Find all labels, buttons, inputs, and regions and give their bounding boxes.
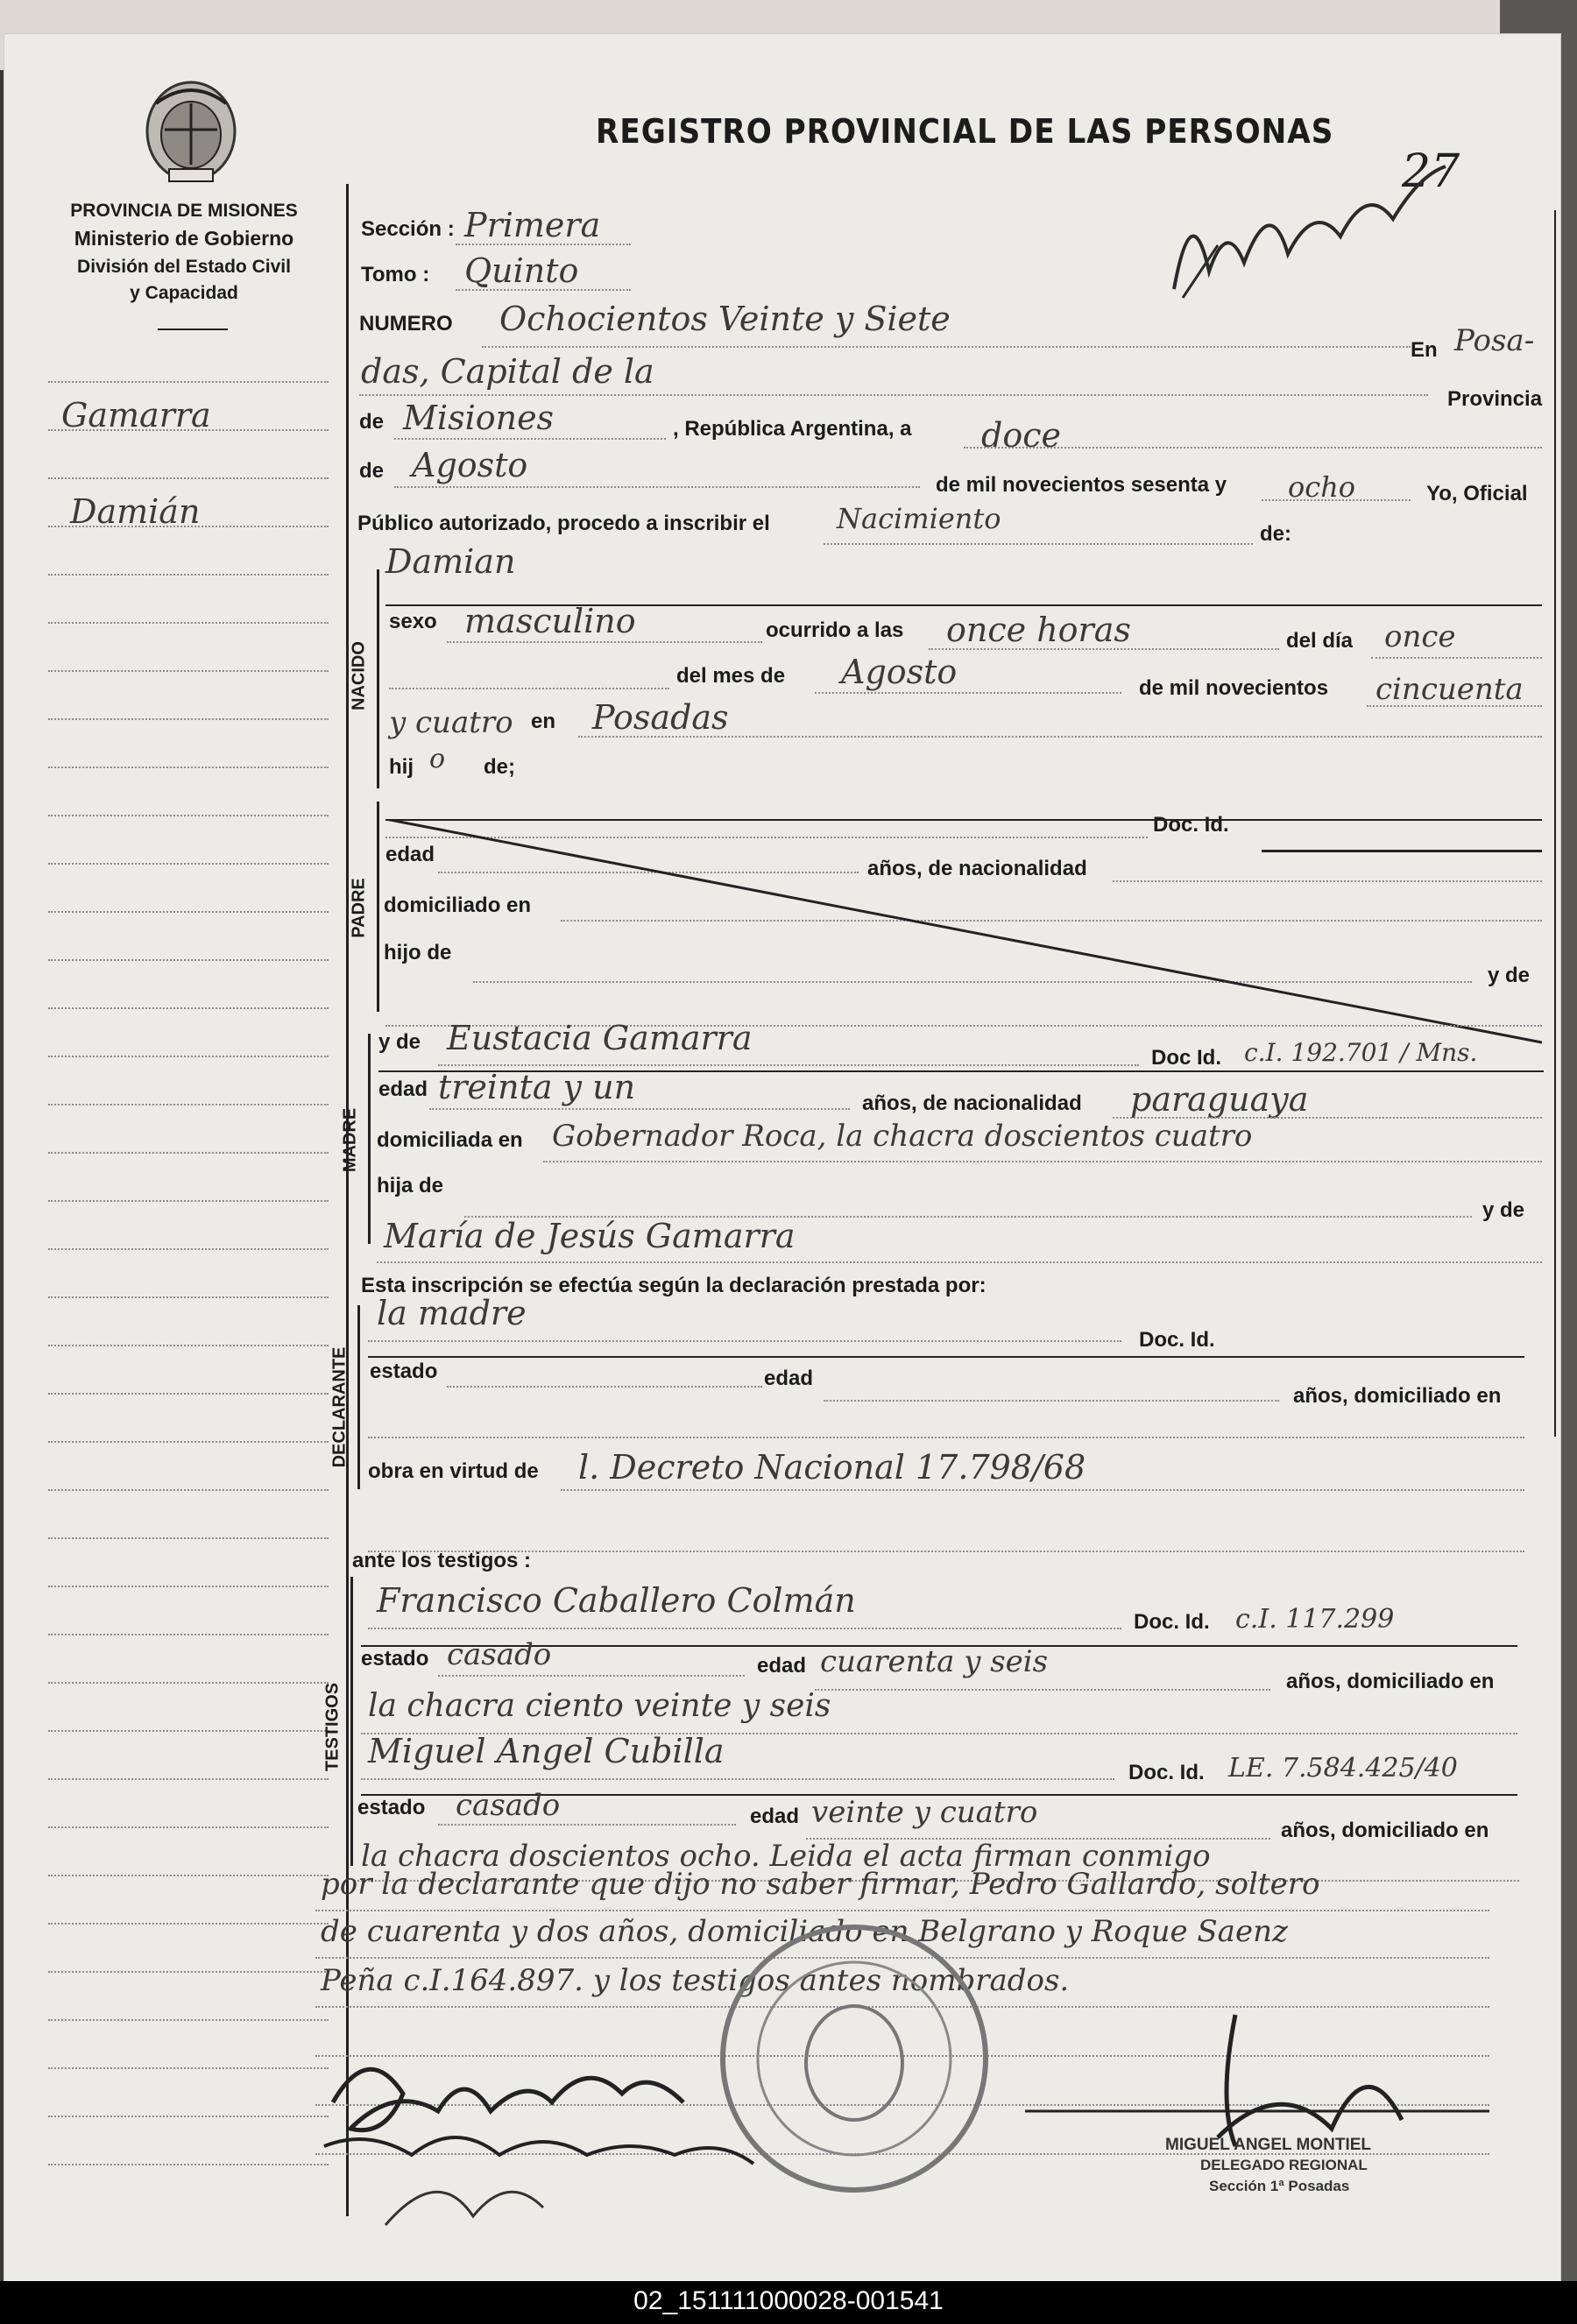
mil-label: de mil novecientos sesenta y [936, 473, 1227, 497]
oficial-label: Yo, Oficial [1426, 482, 1528, 505]
nacido-day-value: once [1384, 619, 1456, 654]
republica-label: , República Argentina, a [673, 417, 912, 441]
padre-section-label: PADRE [349, 878, 369, 938]
testigos-intro: ante los testigos : [352, 1549, 532, 1572]
de-label: de [359, 410, 385, 434]
sexo-value: masculino [464, 602, 636, 640]
official-stamp-icon [714, 1918, 994, 2199]
numero-value: Ochocientos Veinte y Siete [499, 300, 951, 338]
madre-edad-value: treinta y un [438, 1068, 636, 1106]
numero-label: NUMERO [359, 312, 453, 336]
hour-value: once horas [946, 611, 1131, 649]
padre-hijo-label: hijo de [384, 941, 452, 964]
madre-nac-label: años, de nacionalidad [862, 1091, 1082, 1115]
w1-edad: cuarenta y seis [820, 1644, 1049, 1679]
padre-bracket [377, 802, 379, 1012]
madre-name: Eustacia Gamarra [447, 1019, 753, 1057]
scrawl-mark-icon [1156, 140, 1454, 307]
declarante-bracket [357, 1305, 360, 1489]
testigos-bracket [350, 1577, 353, 1866]
closing-line-3: Peña c.I.164.897. y los testigos antes nombrados. [321, 1963, 1070, 1998]
padre-edad-label: edad [385, 843, 435, 866]
province-label: PROVINCIA DE MISIONES [70, 201, 298, 221]
declarante-anos-label: años, domiciliado en [1293, 1384, 1502, 1408]
madre-bracket [368, 1034, 371, 1244]
day-value: doce [981, 416, 1061, 455]
tomo-label: Tomo : [361, 263, 430, 286]
padre-dom-label: domiciliado en [384, 894, 532, 917]
w1-dom: la chacra ciento veinte y seis [368, 1688, 831, 1724]
nacido-mil-label: de mil novecientos [1139, 676, 1329, 700]
madre-yde2-label: y de [1482, 1198, 1525, 1222]
margin-given-name: Damián [70, 492, 201, 531]
province-header [26, 198, 342, 307]
w1-edad-label: edad [757, 1654, 807, 1678]
w2-anos-label: años, domiciliado en [1281, 1819, 1489, 1842]
de-label-2: de [359, 459, 385, 483]
madre-doc-value: c.I. 192.701 / Mns. [1244, 1038, 1478, 1067]
hij-label: hij [389, 755, 414, 779]
nacido-de-label: de; [484, 755, 515, 779]
nacido-year1: cincuenta [1375, 672, 1524, 707]
year-value: ocho [1288, 470, 1356, 504]
madre-doc-label: Doc Id. [1151, 1046, 1222, 1070]
madre-nac-value: paraguaya [1130, 1080, 1309, 1119]
nacido-en-label: en [531, 710, 556, 733]
nacido-bracket [377, 569, 379, 788]
w2-edad-label: edad [750, 1805, 800, 1828]
place-value: das, Capital de la [361, 352, 654, 391]
w2-edad: veinte y cuatro [811, 1795, 1038, 1830]
declarante-section-label: DECLARANTE [329, 1346, 350, 1468]
declarante-obra-value: l. Decreto Nacional 17.798/68 [578, 1448, 1086, 1487]
nacido-section-label: NACIDO [349, 641, 369, 710]
coat-of-arms-icon [138, 77, 244, 187]
w2-estado: casado [456, 1788, 561, 1823]
madre-hija-label: hija de [377, 1174, 444, 1197]
w2-dom: la chacra doscientos ocho. Leida el acta firman conmigo [361, 1839, 1211, 1874]
nacido-month-value: Agosto [841, 653, 958, 691]
right-column-border [1554, 210, 1556, 1437]
declarante-name: la madre [377, 1294, 527, 1332]
w1-estado-label: estado [361, 1647, 429, 1671]
month-value: Agosto [412, 446, 528, 484]
seccion-label: Sección : [361, 217, 455, 241]
image-caption: 02_151111000028-001541 [633, 2286, 944, 2315]
publico-label: Público autorizado, procedo a inscribir el [357, 512, 770, 535]
padre-yde-label: y de [1488, 964, 1531, 987]
madre-edad-label: edad [378, 1077, 428, 1101]
provincia-label: Provincia [1447, 387, 1543, 411]
declarante-estado-label: estado [370, 1360, 438, 1383]
seccion-value: Primera [464, 206, 601, 244]
padre-doc-label: Doc. Id. [1153, 813, 1229, 837]
declarante-obra-label: obra en virtud de [368, 1459, 539, 1483]
en-value: Posa- [1454, 323, 1535, 358]
closing-line-1: por la declarante que dijo no saber firmar, Pedro Gallardo, soltero [321, 1867, 1320, 1902]
officer-title: DELEGADO REGIONAL [1200, 2157, 1368, 2173]
madre-section-label: MADRE [340, 1107, 360, 1173]
madre-dom-value: Gobernador Roca, la chacra doscientos cuatro [552, 1119, 1253, 1154]
declarante-doc-label: Doc. Id. [1139, 1328, 1215, 1352]
province-value: Misiones [403, 399, 555, 437]
testigos-section-label: TESTIGOS [322, 1682, 343, 1772]
number-mark: 27 [1402, 145, 1460, 198]
w1-doc: c.I. 117.299 [1235, 1604, 1395, 1635]
declarante-intro: Esta inscripción se efectúa según la declaración prestada por: [361, 1274, 987, 1297]
w2-doc: LE. 7.584.425/40 [1228, 1753, 1458, 1784]
madre-yde-label: y de [378, 1030, 421, 1054]
hij-value: o [429, 744, 446, 774]
w1-anos-label: años, domiciliado en [1286, 1670, 1495, 1693]
w1-estado: casado [447, 1637, 552, 1672]
division-label: División del Estado Civil [77, 256, 291, 277]
closing-line-2: de cuarenta y dos años, domiciliado en Belgrano y Roque Saenz [321, 1914, 1288, 1949]
nacido-place: Posadas [592, 698, 729, 737]
sexo-label: sexo [389, 610, 437, 633]
capacity-label: y Capacidad [130, 283, 238, 304]
header-divider [158, 328, 228, 330]
w2-doc-label: Doc. Id. [1128, 1761, 1205, 1784]
nacido-name: Damian [385, 542, 516, 581]
mes-label: del mes de [676, 664, 786, 688]
w1-name: Francisco Caballero Colmán [377, 1581, 856, 1620]
dia-label: del día [1286, 629, 1354, 653]
madre-mother-value: María de Jesús Gamarra [384, 1217, 796, 1255]
w1-doc-label: Doc. Id. [1134, 1610, 1210, 1634]
tomo-value: Quinto [464, 251, 579, 290]
madre-dom-label: domiciliada en [377, 1128, 523, 1152]
ocurrido-label: ocurrido a las [766, 618, 904, 642]
ministry-label: Ministerio de Gobierno [74, 227, 294, 251]
nacido-year2: y cuatro [389, 705, 513, 740]
officer-name: MIGUEL ANGEL MONTIEL [1165, 2136, 1372, 2154]
margin-surname: Gamarra [61, 396, 211, 434]
padre-nac-label: años, de nacionalidad [867, 857, 1087, 880]
page-title: REGISTRO PROVINCIAL DE LAS PERSONAS [596, 112, 1334, 151]
de2-label: de: [1260, 522, 1291, 546]
act-value: Nacimiento [837, 502, 1001, 535]
w2-name: Miguel Angel Cubilla [368, 1732, 725, 1770]
w2-estado-label: estado [357, 1796, 426, 1819]
declarante-edad-label: edad [764, 1367, 814, 1390]
officer-section: Sección 1ª Posadas [1209, 2178, 1350, 2194]
cancel-stroke-icon [385, 819, 1542, 1047]
en-label: En [1411, 338, 1438, 362]
